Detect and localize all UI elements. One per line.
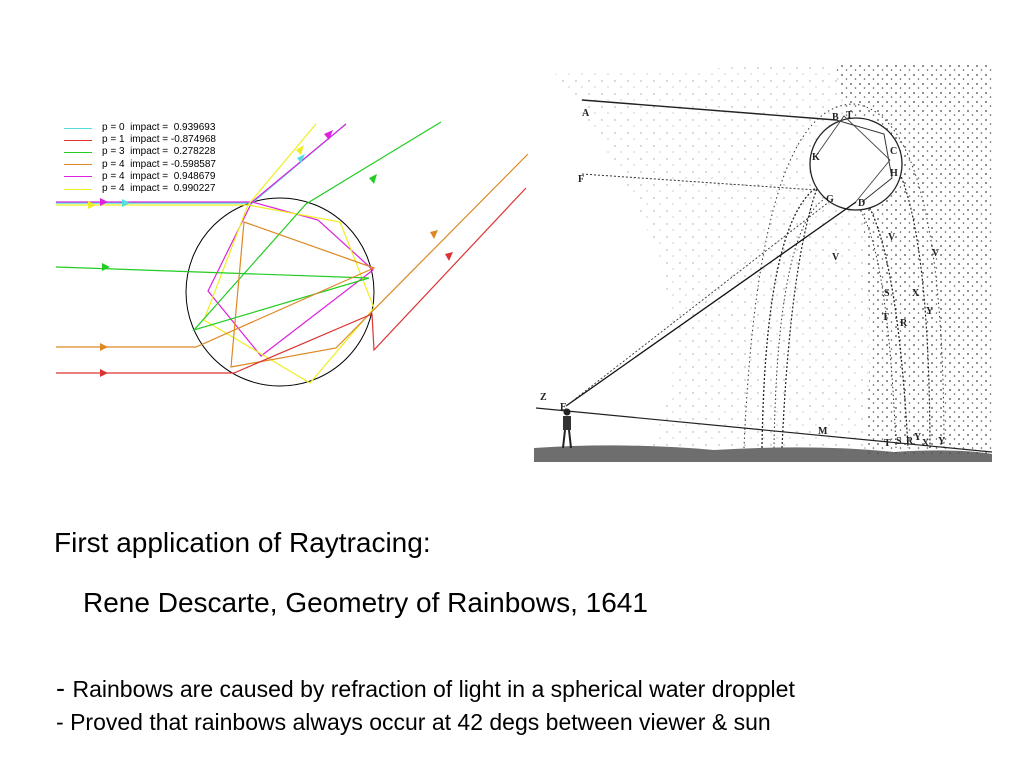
legend-label: p = 4 impact = -0.598587: [102, 158, 216, 170]
legend-item: [64, 183, 254, 195]
slide-title: First application of Raytracing:: [54, 527, 431, 558]
bullet-item: [56, 673, 795, 704]
fig-label: R: [906, 436, 914, 447]
fig-label: H: [890, 168, 898, 179]
fig-label: Y: [926, 306, 934, 317]
fig-label: M: [818, 426, 828, 437]
bullet-item: [56, 709, 771, 736]
fig-label: D: [858, 198, 866, 209]
legend-swatch: [64, 189, 92, 190]
legend-swatch: [64, 152, 92, 153]
ray-p1: [56, 188, 526, 373]
fig-label: V: [832, 252, 840, 263]
arrow-orange-out: [430, 230, 438, 239]
fig-label: F: [578, 174, 585, 185]
fig-label: Y: [914, 432, 922, 443]
legend-item: [64, 171, 254, 183]
fig-label: V: [932, 248, 940, 259]
slide-subtitle: Rene Descarte, Geometry of Rainbows, 1641: [83, 587, 648, 618]
bullet-dash: -: [56, 673, 73, 703]
legend-item: [64, 122, 254, 134]
fig-label: B: [832, 112, 839, 123]
fig-label: S: [896, 436, 902, 447]
arrow-green-out: [369, 174, 377, 184]
fig-label: X: [912, 288, 920, 299]
bullet-dash: -: [56, 709, 71, 735]
arrow-cyan-in: [122, 199, 130, 207]
fig-label: C: [890, 146, 898, 157]
fig-label: S: [884, 288, 890, 299]
fig-label: E: [560, 402, 567, 413]
fig-label: X: [922, 438, 930, 449]
droplet: [810, 118, 902, 210]
fig-label: R: [900, 318, 908, 329]
arrow-orange-in: [100, 343, 108, 351]
bullet-text: Proved that rainbows always occur at 42 degs between viewer & sun: [70, 709, 771, 735]
sky-stipple-light: [554, 64, 870, 454]
legend-swatch: [64, 140, 92, 141]
fig-label: V: [888, 232, 896, 243]
descartes-rainbow-illustration: [534, 64, 992, 468]
legend-label: p = 0 impact = 0.939693: [102, 122, 216, 133]
legend-item: [64, 159, 254, 171]
fig-label: G: [826, 194, 834, 205]
legend-item: [64, 134, 254, 146]
legend-swatch: [64, 128, 92, 129]
legend-item: [64, 146, 254, 158]
arrow-red-out: [445, 252, 453, 261]
arrow-magenta-out: [324, 130, 333, 140]
legend-swatch: [64, 164, 92, 165]
fig-label: Y: [938, 436, 946, 447]
fig-label: K: [812, 152, 820, 163]
legend-label: p = 3 impact = 0.278228: [102, 146, 216, 158]
arrow-red-in: [100, 369, 108, 377]
fig-label: T: [846, 110, 853, 121]
fig-label: Z: [540, 392, 547, 403]
observer-figure: [563, 409, 571, 449]
legend-label: p = 4 impact = 0.948679: [102, 170, 216, 182]
bullet-text: Rainbows are caused by refraction of light in a spherical water dropplet: [72, 676, 795, 702]
legend-label: p = 4 impact = 0.990227: [102, 183, 216, 195]
legend-swatch: [64, 176, 92, 177]
fig-label: T: [884, 438, 891, 449]
legend-label: p = 1 impact = -0.874968: [102, 134, 216, 146]
fig-label: T: [882, 312, 889, 323]
arrow-green-in: [102, 263, 110, 271]
fig-label: A: [582, 108, 590, 119]
legend: [64, 122, 254, 195]
